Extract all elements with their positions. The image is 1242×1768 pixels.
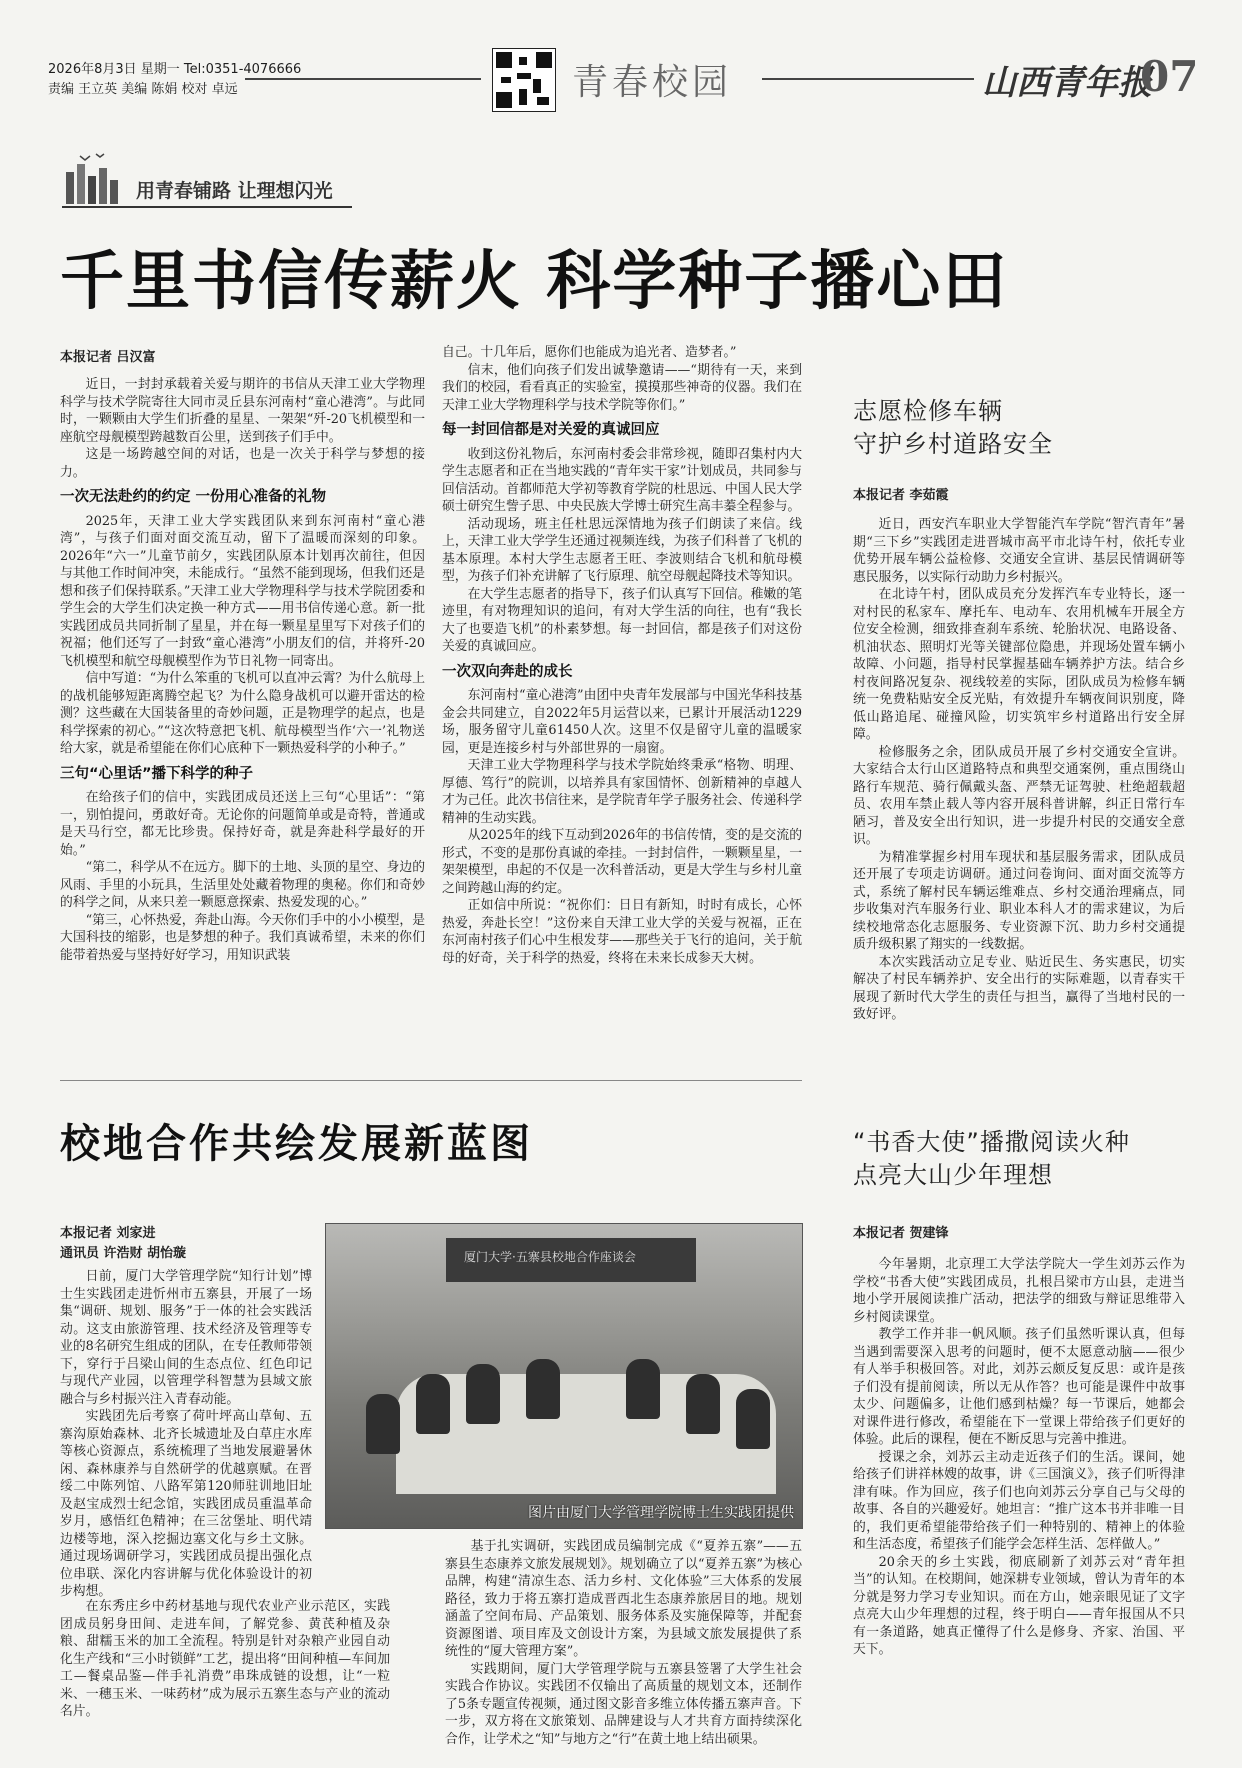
photo-banner: 厦门大学·五寨县校地合作座谈会 [446,1238,696,1282]
main-article-col2 [442,344,802,967]
side-article-2-title [853,1126,1130,1192]
slogan: 用青春铺路 让理想闪光 [136,180,333,202]
main-headline: 千里书信传薪火 科学种子播心田 [60,245,1009,319]
photo-caption: 图片由厦门大学管理学院博士生实践团提供 [528,1505,794,1521]
paragraph: 从2025年的线下互动到2026年的书信传情，变的是交流的形式，不变的是那份真诚的牵挂。一封封信件，一颗颗星星，一架架模型，串起的不仅是一次科普活动，更是大学生与乡村儿童之间跨越山海的约定。 [442,828,802,896]
paragraph: 信末，他们向孩子们发出诚挚邀请——“期待有一天，来到我们的校园，看看真正的实验室，摸摸那些神奇的仪器。我们在天津工业大学物理科学与技术学院等你们。” [442,362,802,413]
paragraph: 这是一场跨越空间的对话，也是一次关于科学与梦想的接力。 [60,447,425,480]
paragraph: 活动现场，班主任杜思远深情地为孩子们朗读了来信。线上，天津工业大学学生还通过视频连线，为孩子们科普了飞机的基本原理。本村大学生志愿者王旺、李波则结合飞机和航母模型，为孩子们补充讲解了飞行原理、航空母舰起降技术等知识。 [442,516,802,584]
paragraph: 实践期间，厦门大学管理学院与五寨县签署了大学生社会实践合作协议。实践团不仅输出了高质量的规划文本，还制作了5条专题宣传视频，通过图文影音多维立体传播五寨声音。下一步，双方将在文旅策划、品牌建设与人才共育方面持续深化合作，让学术之“知”与地方之“行”在黄土地上结出硕果。 [445,1661,802,1747]
photo-person [736,1389,770,1449]
subheading: 一次双向奔赴的成长 [442,663,573,680]
photo-person [366,1394,400,1454]
subheading: 一次无法赴约的约定 一份用心准备的礼物 [60,489,327,505]
paragraph: 授课之余，刘苏云主动走近孩子们的生活。课间，她给孩子们讲祥林嫂的故事，讲《三国演义》，孩子们听得津津有味。作为回应，孩子们也向刘苏云分享自己与父母的故事、各自的兴趣爱好。她坦言：“推广这本书并非唯一目的，我们更希望能带给孩子们一种特别的、精神上的体验和生活态度，希望孩子们能学会怎样生活、怎样做人。” [853,1449,1185,1552]
paragraph: 信中写道：“为什么笨重的飞机可以直冲云霄？为什么航母上的战机能够短距离腾空起飞？为什么隐身战机可以避开雷达的检测？这些藏在大国装备里的奇妙问题，正是物理学的起点，也是科学探索的初心。”“这次特意把飞机、航母模型当作‘六一’礼物送给大家，就是希望能在你们心底种下一颗热爱科学的小种子。” [60,671,425,756]
paragraph: 教学工作并非一帆风顺。孩子们虽然听课认真，但每当遇到需要深入思考的问题时，便不太愿意动脑——很少有人举手积极回答。对此，刘苏云颇反复反思：或许是孩子们没有提前阅读，所以无从作答？也可能是课件中故事太少、问题偏多，让他们感到枯燥？每一节课后，她都会对课件进行修改，希望能在下一堂课上带给孩子们更好的体验。此后的课程，便在不断反思与完善中推进。 [853,1327,1185,1447]
header-staff: 责编 王立英 美编 陈娟 校对 卓远 [48,82,238,97]
main-article-col1 [60,376,425,964]
paragraph: 为精准掌握乡村用车现状和基层服务需求，团队成员还开展了专项走访调研。通过问卷询问、面对面交流等方式，系统了解村民车辆运维难点、乡村交通治理痛点，同步收集对汽车服务行业、职业本科人才的需求建议，为后续校地常态化志愿服务、专业资源下沉、助力乡村交通提质升级积累了翔实的一线数据。 [853,849,1185,952]
photo-person [686,1374,720,1434]
paragraph: 正如信中所说：“祝你们：日日有新知，时时有成长，心怀热爱，奔赴长空！”这份来自天津工业大学的关爱与祝福，正在东河南村孩子们心中生根发芽——那些关于飞行的追问，关于航母的好奇，关于科学的热爱，终将在未来长成参天大树。 [442,898,802,966]
bottom-article-col1-end [60,1598,390,1721]
paragraph: 基于扎实调研，实践团成员编制完成《“夏养五寨”——五寨县生态康养文旅发展规划》。规划确立了以“夏养五寨”为核心品牌，构建“清凉生态、活力乡村、文化体验”三大体系的发展路径，致力于将五寨打造成晋西北生态康养旅居目的地。规划涵盖了空间布局、产品策划、服务体系及实施保障等，并配套资源图谱、项目库及文创设计方案，为县域文旅发展提供了系统性的“厦大管理方案”。 [445,1539,802,1659]
header-rule-left [245,78,481,80]
subheading: 每一封回信都是对关爱的真诚回应 [442,422,660,438]
side-article-2-body [853,1256,1185,1659]
paragraph: 实践团先后考察了荷叶坪高山草甸、五寨沟原始森林、北齐长城遗址及白草庄水库等核心资源点，系统梳理了当地发展避暑休闲、森林康养与自然研学的优越禀赋。在晋绥二中陈列馆、八路军第120师驻训地旧址及赵宝成烈士纪念馆，实践团成员重温革命岁月，感悟红色精神；在三岔堡址、明代靖边楼等地，深入挖掘边塞文化与乡土文脉。通过现场调研学习，实践团成员提出强化点位串联、深化内容讲解与优化体验设计的初步构想。 [60,1409,312,1599]
paragraph: 天津工业大学物理科学与技术学院始终秉承“格物、明理、厚德、笃行”的院训，以培养具有家国情怀、创新精神的卓越人才为己任。此次书信往来，是学院青年学子服务社会、传递科学精神的生动实践。 [442,758,802,826]
subheading: 三句“心里话”播下科学的种子 [60,765,254,782]
paragraph: 近日，一封封承载着关爱与期许的书信从天津工业大学物理科学与技术学院寄往大同市灵丘县东河南村“童心港湾”。与此同时，一颗颗由大学生们折叠的星星、一架架“歼-20飞机模型和一座航空母舰模型跨越数百公里，送到孩子们手中。 [60,377,425,445]
paragraph: 在北诗午村，团队成员充分发挥汽车专业特长，逐一对村民的私家车、摩托车、电动车、农用机械车开展全方位安全检测，细致排查刹车系统、轮胎状况、电路设备、机油状态、照明灯光等关键部位隐患，并现场处置车辆小故障、小问题，指导村民掌握基础车辆养护方法。结合乡村夜间路况复杂、视线较差的实际，团队成员为检修车辆统一免费粘贴安全反光贴，有效提升车辆夜间识别度，降低山路追尾、碰撞风险，切实筑牢乡村道路出行安全屏障。 [853,587,1185,742]
paragraph: 在给孩子们的信中，实践团成员还送上三句“心里话”：“第一，别怕提问，勇敢好奇。无论你的问题简单或是奇特，普通或是天马行空，都无比珍贵。保持好奇，就是奔赴科学最好的开始。” [60,790,425,858]
photo-person [626,1359,660,1419]
header-date: 2026年8月3日 星期一 Tel:0351-4076666 [48,62,302,77]
main-byline: 本报记者 吕汉富 [60,350,156,365]
title-line: 守护乡村道路安全 [853,430,1053,458]
bottom-article-col2 [445,1538,802,1748]
title-line: 点亮大山少年理想 [853,1161,1053,1189]
header-rule-right [762,78,974,80]
paper-logo: 山西青年报 [982,63,1152,103]
side-article-1-byline: 本报记者 李茹霞 [853,488,949,503]
photo-person [466,1364,500,1424]
paragraph: “第三，心怀热爱，奔赴山海。今天你们手中的小小模型，是大国科技的缩影，也是梦想的种子。我们真诚希望，未来的你们能带着热爱与坚持好好学习，用知识武装 [60,912,425,963]
bottom-article-title: 校地合作共绘发展新蓝图 [60,1121,533,1167]
paragraph: 本次实践活动立足专业、贴近民生、务实惠民，切实解决了村民车辆养护、安全出行的实际难题，以青春实干展现了新时代大学生的责任与担当，赢得了当地村民的一致好评。 [853,954,1185,1022]
paragraph: 在大学生志愿者的指导下，孩子们认真写下回信。稚嫩的笔迹里，有对物理知识的追问，有对大学生活的向往，也有“我长大了也要造飞机”的朴素梦想。每一封回信，都是孩子们对这份关爱的真诚回应。 [442,586,802,654]
paragraph: 在东秀庄乡中药材基地与现代农业产业示范区，实践团成员躬身田间、走进车间，了解党参、黄芪种植及杂粮、甜糯玉米的加工全流程。特别是针对杂粮产业园自动化生产线和“三小时锁鲜”工艺，提出将“田间种植—车间加工—餐桌品鉴—伴手礼消费”串珠成链的设想，让“一粒米、一穗玉米、一味药材”成为展示五寨生态与产业的流动名片。 [60,1599,390,1719]
paragraph: 检修服务之余，团队成员开展了乡村交通安全宣讲。大家结合太行山区道路特点和典型交通案例，重点围绕山路行车规范、骑行佩戴头盔、严禁无证驾驶、杜绝超载超员、农用车禁止载人等内容开展科普讲解，纠正日常行车陋习，普及安全出行知识，进一步提升村民的交通安全意识。 [853,744,1185,847]
qr-code[interactable] [492,48,556,112]
bottom-byline-2: 通讯员 许浩财 胡怡璇 [60,1246,187,1261]
side-article-2-byline: 本报记者 贺建锋 [853,1226,949,1241]
meeting-photo [325,1223,803,1529]
section-name: 青春校园 [572,62,733,103]
photo-person [526,1359,560,1419]
paragraph: 自己。十几年后，愿你们也能成为追光者、造梦者。” [442,345,737,360]
side-article-1-body [853,516,1185,1024]
bottom-article-col1 [60,1268,312,1601]
paragraph: 近日，西安汽车职业大学智能汽车学院“智汽青年”暑期“三下乡”实践团走进晋城市高平市北诗午村，依托专业优势开展车辆公益检修、交通安全宣讲、基层民情调研等惠民服务，以实际行动助力乡村振兴。 [853,517,1185,585]
paragraph: “第二，科学从不在远方。脚下的土地、头顶的星空、身边的风雨、手里的小玩具，生活里处处藏着物理的奥秘。你们和奇妙的科学之间，从来只差一颗愿意探索、热爱发现的心。” [60,860,425,910]
paragraph: 收到这份礼物后，东河南村委会非常珍视，随即召集村内大学生志愿者和正在当地实践的“青年实干家”计划成员，共同参与回信活动。首都师范大学初等教育学院的杜思远、中国人民大学硕士研究生訾子思、中央民族大学博士研究生高丰蓁全程参与。 [442,446,802,514]
paragraph: 日前，厦门大学管理学院“知行计划”博士生实践团走进忻州市五寨县，开展了一场集“调研、规划、服务”于一体的社会实践活动。这支由旅游管理、技术经济及管理等专业的8名研究生组成的团队，在专任教师带领下，穿行于吕梁山间的生态点位、红色印记与现代产业园，以管理学科智慧为县域文旅融合与乡村振兴注入青春动能。 [60,1269,312,1407]
title-line: 志愿检修车辆 [853,397,1003,425]
paragraph: 2025年，天津工业大学实践团队来到东河南村“童心港湾”，与孩子们面对面交流互动，留下了温暖而深刻的印象。2026年“六一”儿童节前夕，实践团队原本计划再次前往，但因与其他工作时间冲突，未能成行。“虽然不能到现场，但我们还是想和孩子们保持联系。”天津工业大学物理科学与技术学院团委和学生会的大学生们决定换一种方式——用书信传递心意。新一批实践团成员共同折制了星星，并在每一颗星星里写下对孩子们的祝福；他们还写了一封致“童心港湾”小朋友们的信，并将歼-20飞机模型和航空母舰模型作为节日礼物一同寄出。 [60,513,425,669]
side-article-1-title [853,395,1053,461]
page-number: 07 [1140,52,1199,101]
paragraph: 东河南村“童心港湾”由团中央青年发展部与中国光华科技基金会共同建立，自2022年5月运营以来，已累计开展活动1229场，服务留守儿童61450人次。这里不仅是留守儿童的温暖家园，更是连接乡村与外部世界的一扇窗。 [442,688,802,756]
title-line: “书香大使”播撒阅读火种 [853,1128,1130,1156]
bottom-byline-1: 本报记者 刘家进 [60,1226,156,1241]
paragraph: 今年暑期，北京理工大学法学院大一学生刘苏云作为学校“书香大使”实践团成员，扎根吕梁市方山县，走进当地小学开展阅读推广活动，把法学的细致与辩证思维带入乡村阅读课堂。 [853,1257,1185,1325]
section-divider [60,1080,802,1081]
photo-person [416,1374,450,1434]
paragraph: 20余天的乡土实践，彻底刷新了刘苏云对“青年担当”的认知。在校期间，她深耕专业领域，曾认为青年的本分就是努力学习专业知识。而在方山，她亲眼见证了文字点亮大山少年理想的过程，终于明白——青年报国从不只有一条道路，她真正懂得了什么是修身、齐家、治国、平天下。 [853,1554,1185,1657]
